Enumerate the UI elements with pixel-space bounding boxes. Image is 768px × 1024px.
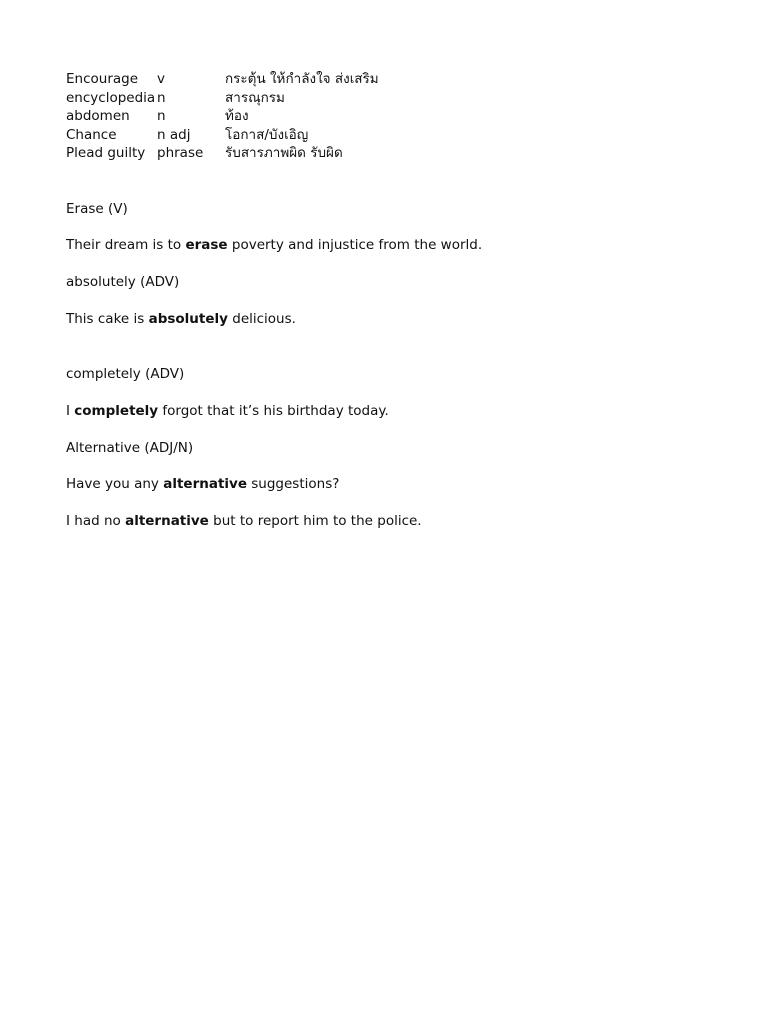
vocabulary-table [66, 70, 525, 163]
vocabulary-row [66, 89, 525, 108]
vocab-thai-meaning: สารณุกรม [225, 89, 285, 106]
sentence-text: Have you any [66, 475, 164, 492]
keyword-bold: completely [74, 402, 159, 419]
sentence-text: I had no [66, 512, 126, 529]
vocab-word: Plead guilty [66, 145, 146, 161]
vocab-part-of-speech: n [157, 108, 166, 124]
vocab-thai-meaning: รับสารภาพผิด รับผิด [225, 145, 343, 161]
example-sentence-completely [66, 402, 706, 420]
sentence-text: poverty and injustice from the world. [227, 236, 483, 253]
sentence-text: delicious. [227, 310, 296, 327]
vocab-part-of-speech: v [157, 71, 165, 87]
entry-heading-absolutely: absolutely (ADV) [66, 273, 180, 290]
example-sentence-alternative-1 [66, 475, 706, 493]
entry-heading-alternative: Alternative (ADJ/N) [66, 439, 194, 456]
keyword-bold: absolutely [148, 310, 228, 327]
vocabulary-row [66, 70, 525, 89]
sentence-text: but to report him to the police. [208, 512, 422, 529]
vocab-thai-meaning: กระตุ้น ให้กำลังใจ ส่งเสริม [225, 71, 379, 87]
vocab-word: Encourage [66, 71, 139, 87]
vocabulary-row [66, 126, 525, 145]
entry-heading-completely: completely (ADV) [66, 365, 185, 382]
example-sentence-absolutely [66, 310, 706, 328]
sentence-text: forgot that it’s his birthday today. [158, 402, 389, 419]
vocab-thai-meaning: ท้อง [225, 108, 249, 124]
vocab-word: encyclopedia [66, 89, 156, 106]
vocabulary-row [66, 144, 525, 163]
sentence-text: Their dream is to [66, 236, 186, 253]
vocab-word: Chance [66, 126, 117, 143]
keyword-bold: erase [185, 236, 228, 253]
entry-heading-erase: Erase (V) [66, 200, 128, 217]
sentence-text: suggestions? [246, 475, 340, 492]
vocab-part-of-speech: n [157, 89, 166, 106]
vocab-thai-meaning: โอกาส/บังเอิญ [225, 126, 309, 143]
vocab-part-of-speech: n adj [157, 126, 191, 143]
document-page [66, 70, 706, 530]
vocab-word: abdomen [66, 108, 130, 124]
vocab-part-of-speech: phrase [157, 145, 204, 161]
example-sentence-alternative-2 [66, 512, 706, 530]
keyword-bold: alternative [163, 475, 247, 492]
sentence-text: This cake is [66, 310, 149, 327]
vocabulary-row [66, 107, 525, 126]
keyword-bold: alternative [125, 512, 209, 529]
example-sentence-erase [66, 236, 706, 254]
sentence-text: I [66, 402, 75, 419]
